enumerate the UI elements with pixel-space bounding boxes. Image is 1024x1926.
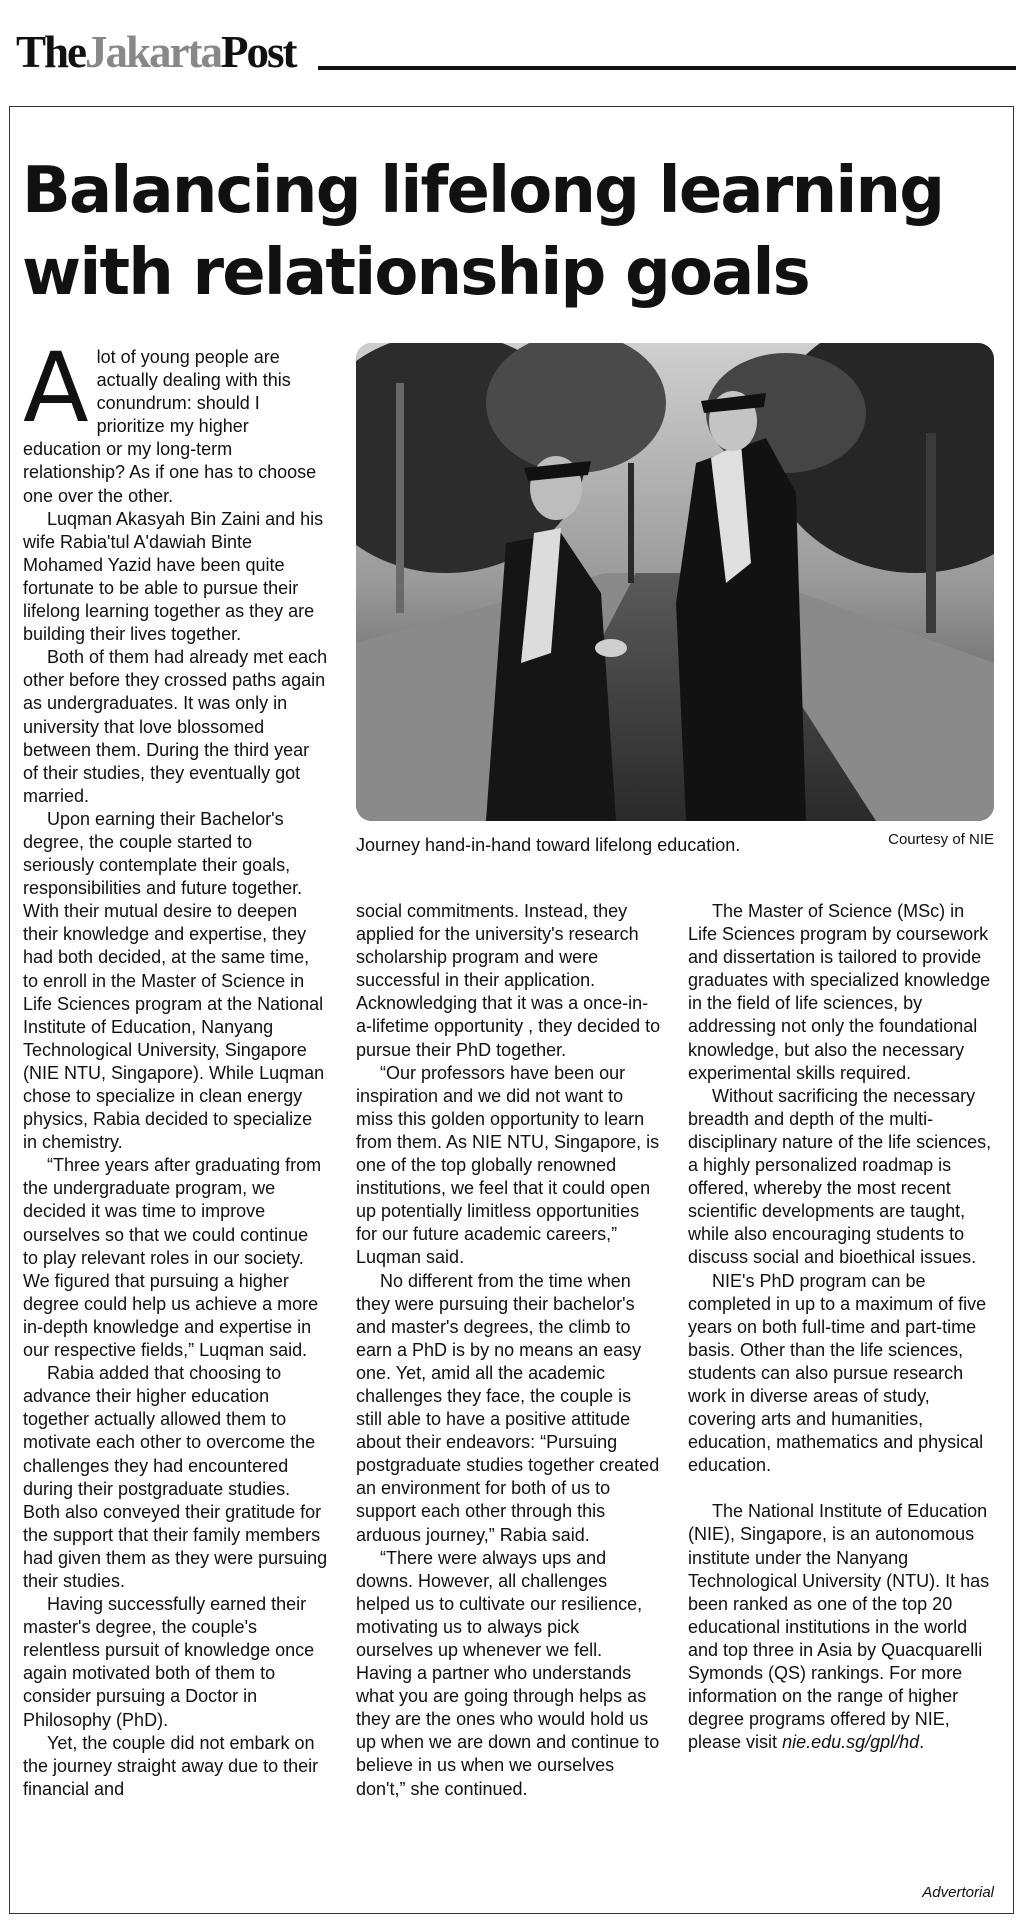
paragraph-16-end: . — [919, 1732, 925, 1753]
paragraph-6: Rabia added that choosing to advance their higher education together actually allowed them to motivate each other to overcome the challenges they had encountered during their postgraduate studies. Both also conveyed their gratitude for the support that their family members had given them as they were pursuing their studies. — [23, 1363, 328, 1591]
paragraph-9: social commitments. Instead, they applied for the university's research scholarship program and were successful in their application. Acknowledging that it was a once-in-a-lifetime opportunity , they decided to pursue their PhD together. — [356, 901, 661, 1060]
paragraph-3: Both of them had already met each other before they crossed paths again as undergraduates. It was only in university that love blossomed between them. During the third year of their studies, they eventually got married. — [23, 647, 328, 806]
headline-line-2: with relationship goals — [22, 236, 809, 310]
paragraph-16 — [688, 1500, 993, 1754]
photo-caption: Journey hand-in-hand toward lifelong education. — [356, 835, 741, 855]
nie-web-link[interactable]: nie.edu.sg/gpl/hd — [782, 1732, 920, 1753]
paragraph-14: Without sacrificing the necessary breadth and depth of the multi-disciplinary nature of the life sciences, a highly personalized roadmap is offered, whereby the most recent scientific developments are taught, while also encouraging students to discuss social and bioethical issues. — [688, 1085, 992, 1268]
paragraph-11: No different from the time when they were pursuing their bachelor's and master's degrees, the climb to earn a PhD is by no means an easy one. Yet, amid all the academic challenges they face, the couple is still able to have a positive attitude about their endeavors: “Pursuing postgraduate studies together created an environment for both of us to support each other through this arduous journey,” Rabia said. — [356, 1270, 660, 1545]
paragraph-10: “Our professors have been our inspiration and we did not want to miss this golden opportunity to learn from them. As NIE NTU, Singapore, is one of the top globally renowned institutions, we feel that it could open up potentially limitless opportunities for our future academic careers,” Luqman said. — [356, 1062, 660, 1268]
paragraph-2: Luqman Akasyah Bin Zaini and his wife Rabia'tul A'dawiah Binte Mohamed Yazid have been quite fortunate to be able to pursue their lifelong learning together as they are building their lives together. — [23, 508, 324, 645]
logo-the: The — [16, 27, 86, 77]
headline — [22, 150, 982, 314]
photo-credit: Courtesy of NIE — [888, 831, 994, 848]
masthead — [16, 26, 1016, 76]
masthead-rule — [318, 66, 1016, 70]
paragraph-7: Having successfully earned their master's degree, the couple's relentless pursuit of knowledge once again motivated both of them to consider pursuing a Doctor in Philosophy (PhD). — [23, 1594, 315, 1730]
photo-illustration — [356, 343, 994, 821]
column-1 — [23, 332, 328, 1801]
paragraph-1 — [23, 332, 328, 508]
column-2 — [356, 900, 661, 1801]
paragraph-15: NIE's PhD program can be completed in up to a maximum of five years on both full-time and part-time basis. Other than the life sciences, students can also pursue research work in diverse areas of study, covering arts and humanities, education, mathematics and physical education. — [688, 1270, 987, 1476]
paragraph-4: Upon earning their Bachelor's degree, the couple started to seriously contemplate their goals, responsibilities and future together. With their mutual desire to deepen their knowledge and expertise, they had both decided, at the same time, to enroll in the Master of Science in Life Sciences program at the National Institute of Education, Nanyang Technological University, Singapore (NIE NTU, Singapore). While Luqman chose to specialize in clean energy physics, Rabia decided to specialize in chemistry. — [23, 808, 325, 1153]
paragraph-16-text: The National Institute of Education (NIE), Singapore, is an autonomous institute under the Nanyang Technological University (NTU). It has been ranked as one of the top 20 educational institutions in the world and top three in Asia by Quacquarelli Symonds (QS) rankings. For more information on the range of higher degree programs offered by NIE, please visit — [688, 1501, 990, 1753]
advertorial-label: Advertorial — [922, 1884, 994, 1901]
drop-cap: A — [23, 332, 89, 444]
paragraph-13: The Master of Science (MSc) in Life Sciences program by coursework and dissertation is tailored to provide graduates with specialized knowledge in the field of life sciences, by addressing not only the foundational knowledge, but also the necessary experimental skills required. — [688, 901, 991, 1083]
paragraph-5: “Three years after graduating from the undergraduate program, we decided it was time to improve ourselves so that we could continue to play relevant roles in our society. We figured that pursuing a higher degree could help us achieve a more in-depth knowledge and expertise in our respective fields,” Luqman said. — [23, 1155, 322, 1361]
logo-post: Post — [221, 27, 296, 77]
logo-jakarta: Jakarta — [85, 27, 222, 77]
paragraph-1-text: lot of young people are actually dealing with this conundrum: should I prioritize my higher education or my long-term relationship? As if one has to choose one over the other. — [23, 347, 317, 506]
paragraph-8: Yet, the couple did not embark on the journey straight away due to their financial and — [23, 1732, 319, 1799]
headline-line-1: Balancing lifelong learning — [22, 154, 944, 228]
paragraph-12: “There were always ups and downs. However, all challenges helped us to cultivate our resilience, motivating us to always pick ourselves up whenever we fell. Having a partner who understands what you are going through helps as they are the ones who would hold us up when we are down and continue to believe in us when we ourselves don't,” she continued. — [356, 1547, 660, 1799]
newspaper-logo — [16, 26, 296, 78]
couple-photo — [356, 343, 994, 821]
column-3 — [688, 900, 993, 1754]
